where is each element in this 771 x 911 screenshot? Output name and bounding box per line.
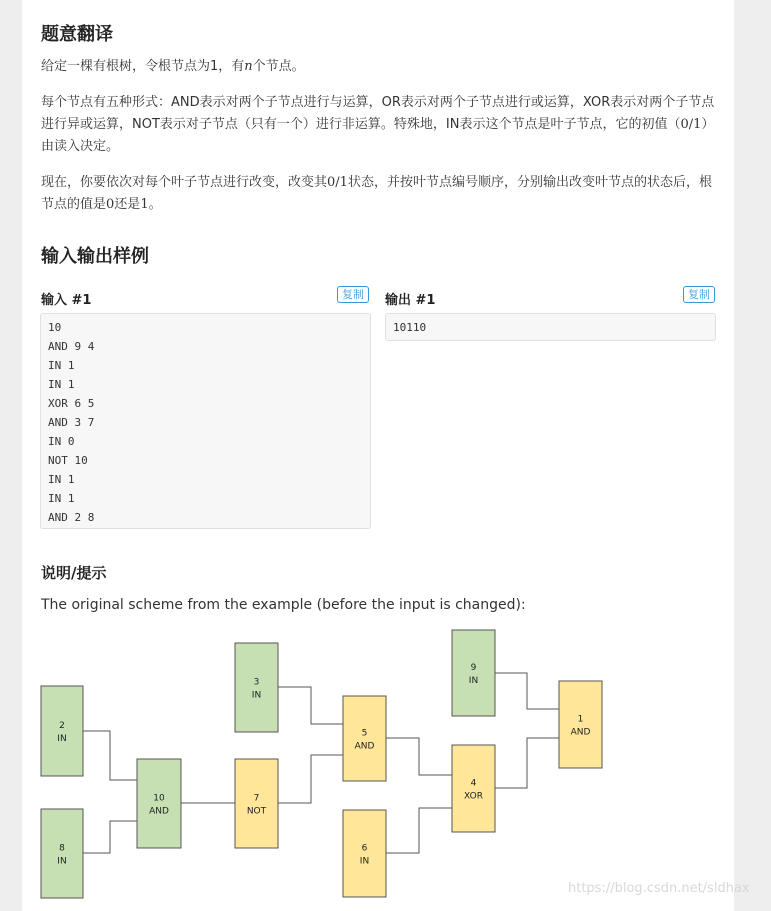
node-id: 4 (470, 778, 477, 789)
node-8 (41, 809, 83, 898)
node-type: AND (354, 741, 375, 752)
node-type: IN (359, 856, 370, 867)
node-box (41, 686, 83, 776)
samples-heading: 输入输出样例 (41, 246, 149, 267)
node-type: IN (57, 734, 67, 744)
translation-p1: 给定一棵有根树，令根节点为1，有n个节点。 (41, 59, 305, 74)
node-id: 9 (470, 663, 477, 673)
wire (495, 673, 559, 709)
sample-output: 10110 (385, 313, 716, 341)
node-10 (137, 759, 181, 848)
node-box (235, 759, 278, 848)
node-type: AND (149, 806, 169, 817)
node-id: 1 (577, 714, 584, 725)
node-box (452, 630, 495, 716)
translation-p2: 每个节点有五种形式：AND表示对两个子节点进行与运算，OR表示对两个子节点进行或运算，XOR表示对两个子节点进行异或运算，NOT表示对子节点（只有一个）进行非运算。特殊地，IN表示这个节点是叶子节点，它的初值（0/1）由读入决定。 (41, 95, 715, 154)
node-1 (559, 681, 602, 768)
node-box (343, 810, 386, 897)
wire (386, 738, 452, 775)
watermark: https://blog.csdn.net/sldhax (568, 881, 750, 896)
node-id: 5 (361, 728, 368, 739)
wire (386, 808, 452, 853)
wire (83, 731, 137, 780)
node-5 (343, 696, 386, 781)
copy-output-button[interactable]: 复制 (683, 286, 715, 303)
node-type: AND (570, 727, 591, 738)
node-box (41, 809, 83, 898)
node-box (235, 643, 278, 732)
node-id: 10 (153, 793, 165, 804)
output-label: 输出 #1 (385, 293, 436, 308)
node-type: IN (468, 676, 479, 686)
node-type: IN (57, 856, 67, 867)
sample-input: 10 AND 9 4 IN 1 IN 1 XOR 6 5 AND 3 7 IN 0 NOT 10 IN 1 IN 1 AND 2 8 (40, 313, 371, 529)
notes-text: The original scheme from the example (before the input is changed): (41, 597, 526, 613)
wire (495, 738, 559, 788)
node-6 (343, 810, 386, 897)
node-box (559, 681, 602, 768)
node-box (452, 745, 495, 832)
node-box (343, 696, 386, 781)
node-box (137, 759, 181, 848)
node-id: 6 (361, 843, 368, 854)
node-4 (452, 745, 495, 832)
node-id: 8 (59, 843, 65, 854)
node-7 (235, 759, 278, 848)
node-type: XOR (464, 791, 483, 802)
node-type: NOT (246, 806, 267, 817)
node-type: IN (251, 690, 262, 701)
node-9 (452, 630, 495, 716)
wire (83, 821, 137, 853)
node-id: 3 (253, 677, 260, 688)
copy-input-button[interactable]: 复制 (337, 286, 369, 303)
wire (278, 755, 343, 803)
node-id: 2 (59, 721, 65, 731)
notes-heading: 说明/提示 (41, 564, 107, 582)
translation-p3: 现在，你要依次对每个叶子节点进行改变，改变其0/1状态，并按叶节点编号顺序，分别输出改变叶节点的状态后，根节点的值是0还是1。 (41, 175, 712, 212)
node-2 (41, 686, 83, 776)
input-label: 输入 #1 (41, 293, 92, 308)
node-id: 7 (253, 793, 260, 804)
wire (278, 687, 343, 724)
node-3 (235, 643, 278, 732)
translation-heading: 题意翻译 (41, 24, 113, 45)
